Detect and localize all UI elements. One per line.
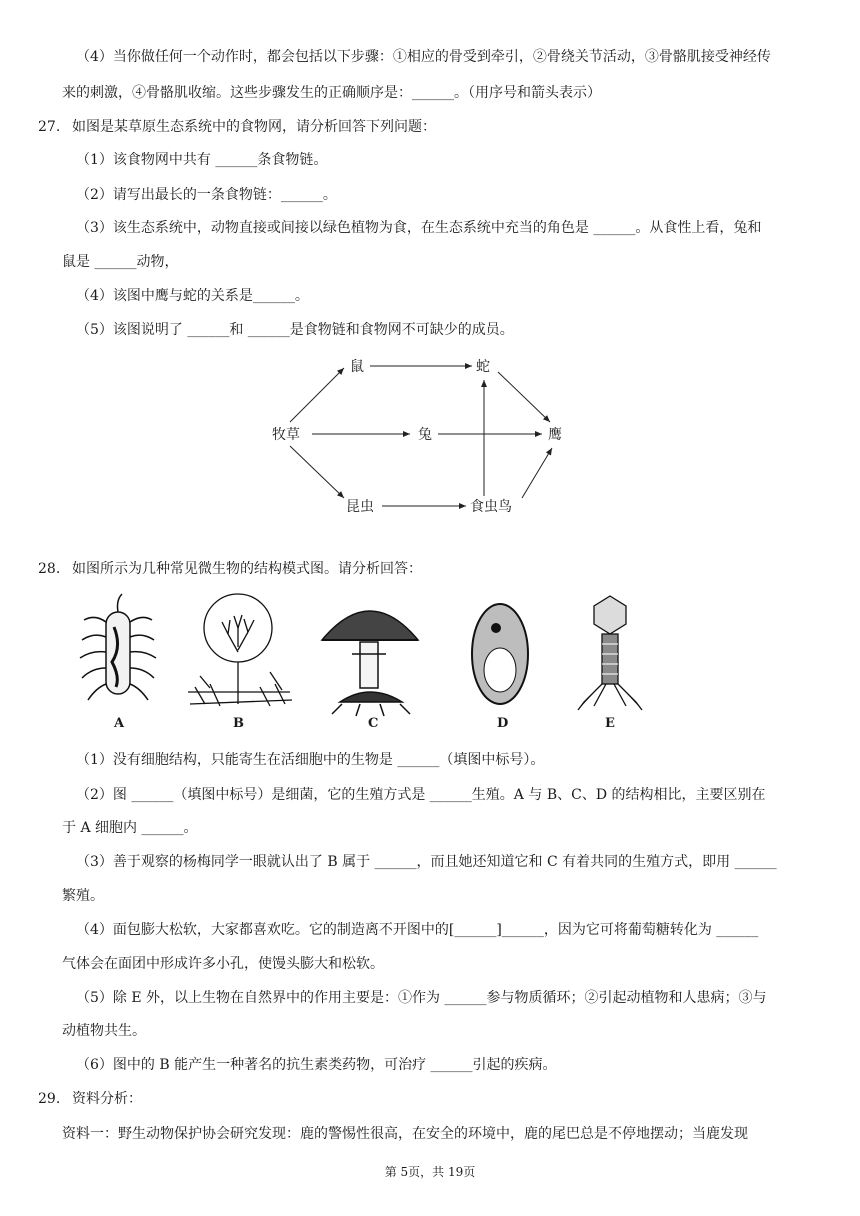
figure-label-d: D <box>497 716 509 731</box>
q28-item-3: （3）善于观察的杨梅同学一眼就认出了 B 属于 ______，而且她还知道它和 C 有着共同的生殖方式，即用 ______ <box>76 854 777 870</box>
q27-item-3: （3）该生态系统中，动物直接或间接以绿色植物为食，在生态系统中充当的角色是 ______。从食性上看，兔和 <box>76 220 762 236</box>
q28-number: 28. <box>38 561 61 577</box>
q26-item4-line1: （4）当你做任何一个动作时，都会包括以下步骤：①相应的骨受到牵引，②骨绕关节活动，③骨骼肌接受神经传 <box>76 49 771 65</box>
q27-number: 27. <box>38 119 61 135</box>
q27-item-3-cont: 鼠是 ______动物， <box>62 254 179 270</box>
q28-item-1: （1）没有细胞结构，只能寄生在活细胞中的生物是 ______（填图中标号）。 <box>76 752 545 768</box>
q28-item-5-cont: 动植物共生。 <box>62 1023 146 1039</box>
q27-item-2: （2）请写出最长的一条食物链：______。 <box>76 187 337 203</box>
yeast-drawing <box>472 604 528 704</box>
q28-item-5: （5）除 E 外，以上生物在自然界中的作用主要是：①作为 ______参与物质循环；②引起动植物和人患病；③与 <box>76 990 767 1006</box>
page-footer: 第 5页，共 19页 <box>384 1165 476 1179</box>
q27-item-4: （4）该图中鹰与蛇的关系是______。 <box>76 288 309 304</box>
q27-stem: 如图是某草原生态系统中的食物网，请分析回答下列问题： <box>72 119 436 135</box>
arrow-grass-mouse <box>290 368 344 422</box>
food-web-diagram <box>260 350 580 530</box>
node-rabbit: 兔 <box>418 427 432 443</box>
mold-drawing <box>188 594 292 706</box>
q27-item-1: （1）该食物网中共有 ______条食物链。 <box>76 152 328 168</box>
mushroom-drawing <box>322 611 418 716</box>
q28-item-6: （6）图中的 B 能产生一种著名的抗生素类药物，可治疗 ______引起的疾病。 <box>76 1057 557 1073</box>
q29-heading <box>38 1089 142 1109</box>
q26-item4-line2: 来的刺激，④骨骼肌收缩。这些步骤发生的正确顺序是：______。（用序号和箭头表示） <box>62 85 601 101</box>
node-snake: 蛇 <box>476 359 490 375</box>
figure-label-c: C <box>368 716 379 731</box>
q28-item-2: （2）图 ______（填图中标号）是细菌，它的生殖方式是 ______生殖。A 与 B、C、D 的结构相比，主要区别在 <box>76 787 766 803</box>
q28-heading <box>38 559 422 579</box>
node-bird: 食虫鸟 <box>470 499 512 515</box>
figure-label-b: B <box>233 716 244 731</box>
arrow-bird-eagle <box>522 448 552 498</box>
q29-text: 资料一：野生动物保护协会研究发现：鹿的警惕性很高，在安全的环境中，鹿的尾巴总是不停地摆动；当鹿发现 <box>62 1126 748 1142</box>
node-grass: 牧草 <box>272 427 300 443</box>
q27-item-5: （5）该图说明了 ______和 ______是食物链和食物网不可缺少的成员。 <box>76 322 514 338</box>
figure-label-e: E <box>605 716 615 731</box>
q28-item-3-cont: 繁殖。 <box>62 888 104 904</box>
figure-label-a: A <box>114 716 125 731</box>
arrow-grass-insect <box>290 446 344 498</box>
q28-item-4-cont: 气体会在面团中形成许多小孔，使馒头膨大和松软。 <box>62 956 384 972</box>
q28-stem: 如图所示为几种常见微生物的结构模式图。请分析回答： <box>72 561 422 577</box>
node-insect: 昆虫 <box>346 499 374 515</box>
node-mouse: 鼠 <box>350 359 364 375</box>
bacterium-drawing <box>80 594 156 700</box>
virus-drawing <box>578 596 642 710</box>
q29-stem: 资料分析： <box>72 1091 142 1107</box>
node-eagle: 鹰 <box>548 427 562 443</box>
q27-heading <box>38 117 436 137</box>
q28-item-2-cont: 于 A 细胞内 ______。 <box>62 820 198 836</box>
q28-item-4: （4）面包膨大松软，大家都喜欢吃。它的制造离不开图中的[______]______，因为它可将葡萄糖转化为 ______ <box>76 922 759 938</box>
microorganism-drawings <box>70 592 650 742</box>
q29-number: 29. <box>38 1091 61 1107</box>
arrow-snake-eagle <box>498 372 550 422</box>
microorganism-figure <box>70 592 650 742</box>
